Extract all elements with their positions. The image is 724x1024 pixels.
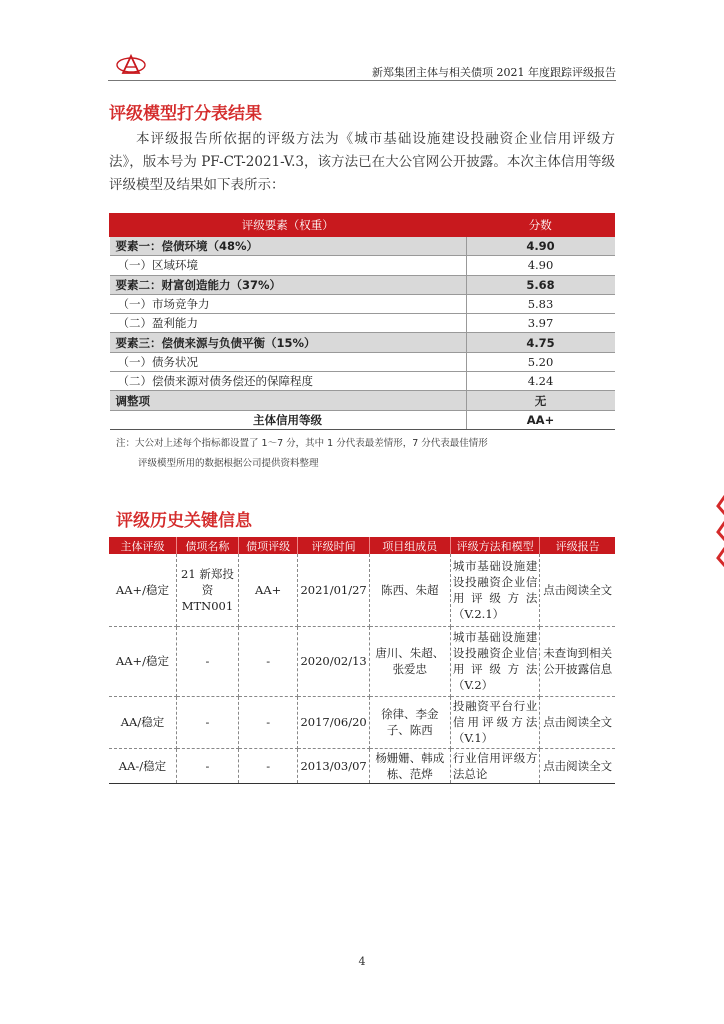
header-report: 评级报告	[540, 537, 615, 554]
table-row	[110, 333, 615, 352]
factor-label: 要素二：财富创造能力（37%）	[110, 275, 467, 294]
table-row	[110, 391, 615, 410]
header-team-members: 项目组成员	[369, 537, 450, 554]
factor-label: （一）市场竞争力	[110, 294, 467, 313]
page-number: 4	[358, 955, 366, 968]
rating-date: 2013/03/07	[298, 748, 369, 783]
factor-score: 4.90	[466, 237, 615, 256]
rating-history-table	[109, 537, 615, 784]
table-header-row	[110, 214, 615, 237]
header-score: 分数	[466, 214, 615, 237]
table-row	[109, 626, 615, 696]
team-members: 唐川、朱超、张爱忠	[369, 626, 450, 696]
section-title-rating-history: 评级历史关键信息	[116, 511, 252, 531]
table-row	[110, 314, 615, 333]
credit-rating-value: AA+	[466, 410, 615, 429]
rating-date: 2017/06/20	[298, 696, 369, 748]
rating-model-table	[109, 213, 615, 430]
report-link[interactable]: 点击阅读全文	[540, 748, 615, 783]
factor-score: 5.83	[466, 294, 615, 313]
factor-label: （一）债务状况	[110, 352, 467, 371]
header-bond-name: 债项名称	[176, 537, 238, 554]
factor-score: 无	[466, 391, 615, 410]
methodology: 城市基础设施建设投融资企业信用评级方法（V.2）	[450, 626, 539, 696]
factor-score: 4.90	[466, 256, 615, 275]
team-members: 陈西、朱超	[369, 554, 450, 626]
page-header	[108, 52, 616, 82]
table-row	[110, 372, 615, 391]
entity-rating: AA/稳定	[109, 696, 176, 748]
header-bond-rating: 债项评级	[238, 537, 298, 554]
table-row	[109, 696, 615, 748]
header-factor: 评级要素（权重）	[110, 214, 467, 237]
report-status: 未查询到相关公开披露信息	[540, 626, 615, 696]
rating-date: 2020/02/13	[298, 626, 369, 696]
bond-name: -	[176, 626, 238, 696]
team-members: 徐律、李金子、陈西	[369, 696, 450, 748]
table-note: 注：大公对上述每个指标都设置了 1～7 分，其中 1 分代表最差情形，7 分代表最佳情形	[116, 438, 488, 449]
factor-label: 调整项	[110, 391, 467, 410]
bond-rating: -	[238, 748, 298, 783]
factor-score: 4.24	[466, 372, 615, 391]
page-edge-seal-fragment	[716, 488, 724, 580]
factor-label: （二）盈利能力	[110, 314, 467, 333]
header-rating-date: 评级时间	[298, 537, 369, 554]
credit-rating-label: 主体信用等级	[110, 410, 467, 429]
table-row	[110, 237, 615, 256]
bond-name: 21 新郑投资 MTN001	[176, 554, 238, 626]
bond-rating: -	[238, 696, 298, 748]
report-link[interactable]: 点击阅读全文	[540, 554, 615, 626]
rating-date: 2021/01/27	[298, 554, 369, 626]
entity-rating: AA-/稳定	[109, 748, 176, 783]
table-row	[110, 275, 615, 294]
header-methodology: 评级方法和模型	[450, 537, 539, 554]
bond-name: -	[176, 696, 238, 748]
bond-rating: AA+	[238, 554, 298, 626]
factor-label: （二）偿债来源对债务偿还的保障程度	[110, 372, 467, 391]
table-row	[110, 256, 615, 275]
dagong-logo-icon	[116, 54, 146, 76]
table-row	[110, 352, 615, 371]
table-row	[109, 748, 615, 783]
report-link[interactable]: 点击阅读全文	[540, 696, 615, 748]
header-divider	[108, 80, 616, 81]
factor-score: 5.68	[466, 275, 615, 294]
table-header-row	[109, 537, 615, 554]
section-title-model-score: 评级模型打分表结果	[109, 104, 262, 124]
table-source-note: 评级模型所用的数据根据公司提供资料整理	[138, 458, 319, 469]
report-header-title: 新郑集团主体与相关债项 2021 年度跟踪评级报告	[372, 66, 616, 79]
methodology: 城市基础设施建设投融资企业信用评级方法（V.2.1）	[450, 554, 539, 626]
factor-label: 要素三：偿债来源与负债平衡（15%）	[110, 333, 467, 352]
factor-score: 3.97	[466, 314, 615, 333]
factor-label: （一）区域环境	[110, 256, 467, 275]
factor-score: 5.20	[466, 352, 615, 371]
intro-paragraph: 本评级报告所依据的评级方法为《城市基础设施建设投融资企业信用评级方法》，版本号为 PF-CT-2021-V.3，该方法已在大公官网公开披露。本次主体信用等级评级模型及结果如下表所示：	[109, 131, 615, 193]
table-row	[109, 554, 615, 626]
bond-name: -	[176, 748, 238, 783]
team-members: 杨姗姗、韩成栋、范烨	[369, 748, 450, 783]
table-row	[110, 294, 615, 313]
methodology: 行业信用评级方法总论	[450, 748, 539, 783]
entity-rating: AA+/稳定	[109, 626, 176, 696]
bond-rating: -	[238, 626, 298, 696]
table-row-total	[110, 410, 615, 429]
header-entity-rating: 主体评级	[109, 537, 176, 554]
entity-rating: AA+/稳定	[109, 554, 176, 626]
factor-label: 要素一：偿债环境（48%）	[110, 237, 467, 256]
methodology: 投融资平台行业信用评级方法（V.1）	[450, 696, 539, 748]
factor-score: 4.75	[466, 333, 615, 352]
